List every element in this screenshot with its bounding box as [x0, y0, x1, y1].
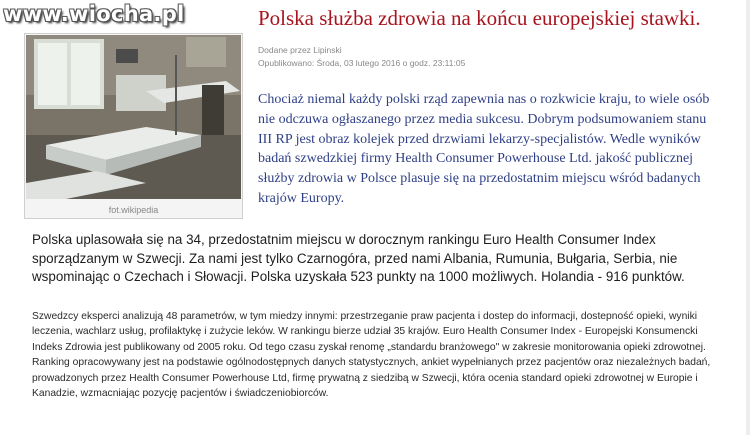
article-author: Dodane przez Lipinski	[258, 45, 342, 55]
photo-caption: fot.wikipedia	[108, 205, 159, 215]
article-paragraph-1: Polska uplasowała się na 34, przedostatnim miejscu w dorocznym rankingu Euro Health Consumer Index sporządzanym w Szwecji. Za nami jest tylko Czarnogóra, przed nami Albania, Rumunia, Bułgaria, Serbia, nie wspominając o Czechach i Słowacji. Polska uzyskała 523 punkty na 1000 możliwych. Holandia - 916 punktów.	[32, 232, 685, 285]
site-watermark: www.wiocha.pl	[3, 2, 185, 26]
scrollbar[interactable]	[746, 0, 750, 435]
article-paragraph-2: Szwedzcy eksperci analizują 48 parametrów, w tym miedzy innymi: przestrzeganie praw pacjenta i dostep do informacji, dostepność opieki, wyniki leczenia, wachlarz usług, profilaktykę i zużycie leków. W rankingu bierze udział 35 krajów. Euro Health Consumer Index - Europejski Konsumencki Indeks Zdrowia jest publikowany od 2005 roku. Od tego czasu zyskał renomę „standardu branżowego" w zakresie monitorowania opieki zdrowotnej. Ranking opracowywany jest na podstawie ogólnodostępnych danych statystycznych, ankiet wypełnianych przez pacjentów oraz niezależnych badań, prowadzonych przez Health Consumer Powerhouse Ltd, firmę prywatną z siedzibą w Szwecji, która ocenia standard opieki zdrowotnej w Europie i Kanadzie, wzmacniając pozycję pacjentów i świadczeniobiorców.	[32, 311, 711, 400]
hospital-room-photo	[26, 35, 241, 199]
article-lead: Chociaż niemal każdy polski rząd zapewnia nas o rozkwicie kraju, to wiele osób nie odczuwa ogłaszanego przez media sukcesu. Dobrym podsumowaniem stanu III RP jest obraz kolejek przed drzwiami lekarzy-specjalistów. Wedle wyników badań szwedzkiej firmy Health Consumer Powerhouse Ltd. jakość publicznej służby zdrowia w Polsce plasuje się na przedostatnim miejscu wśród badanych krajów Europy.	[258, 92, 710, 206]
article-photo-frame	[24, 33, 243, 219]
article-published-date: Opublikowano: Środa, 03 lutego 2016 o godz. 23:11:05	[258, 58, 466, 68]
article-title: Polska służba zdrowia na końcu europejskiej stawki.	[258, 6, 701, 30]
